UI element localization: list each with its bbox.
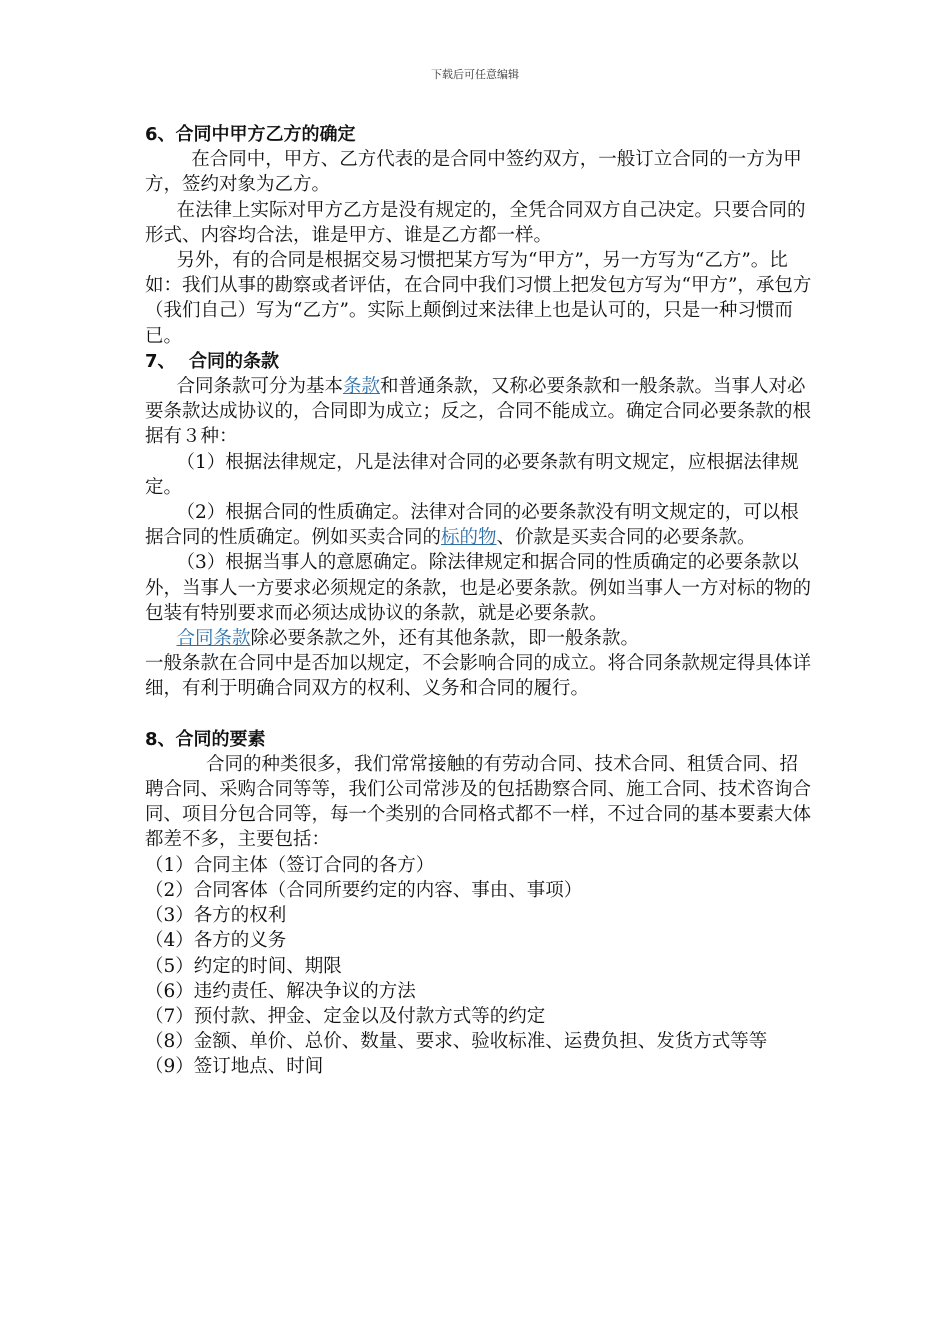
list-item: （5）约定的时间、期限 (145, 955, 342, 977)
section-7-paragraph-1 (145, 374, 815, 450)
section-6-paragraph-2: 在法律上实际对甲方乙方是没有规定的，全凭合同双方自己决定。只要合同的形式、内容均合法，谁是甲方、谁是乙方都一样。 (145, 199, 806, 246)
clause-link[interactable]: 条款 (342, 376, 380, 398)
section-7-item-2-text-a: （2）根据合同的性质确定。法律对合同的必要条款没有明文规定的，可以根据合同的性质确定。例如买卖合同的 (145, 502, 799, 549)
section-7-general-clause-line (145, 626, 815, 651)
section-spacer (145, 702, 815, 727)
list-item: （2）合同客体（合同所要约定的内容、事由、事项） (145, 879, 583, 901)
section-7-number: 7、 (145, 350, 176, 372)
page-header-note: 下载后可任意编辑 (431, 68, 519, 81)
section-6-paragraph-3: 另外，有的合同是根据交易习惯把某方写为“甲方”，另一方写为“乙方”。比如：我们从事的勘察或者评估，在合同中我们习惯上把发包方写为“甲方”，承包方（我们自己）写为“乙方”。实际上颠倒过来法律上也是认可的，只是一种习惯而已。 (145, 250, 812, 347)
contract-clause-link[interactable]: 合同条款 (176, 628, 251, 650)
section-8-element-list (145, 853, 815, 1080)
list-item: （8）金额、单价、总价、数量、要求、验收标准、运费负担、发货方式等等 (145, 1031, 768, 1053)
section-8-paragraph-1: 合同的种类很多，我们常常接触的有劳动合同、技术合同、租赁合同、招聘合同、采购合同等等，我们公司常涉及的包括勘察合同、施工合同、技术咨询合同、项目分包合同等，每一个类别的合同格式都不一样，不过合同的基本要素大体都差不多，主要包括： (145, 753, 812, 851)
section-7-closing-paragraph: 一般条款在合同中是否加以规定，不会影响合同的成立。将合同条款规定得具体详细，有利于明确合同双方的权利、义务和合同的履行。 (145, 653, 812, 700)
list-item: （7）预付款、押金、定金以及付款方式等的约定 (145, 1005, 546, 1027)
list-item: （6）违约责任、解决争议的方法 (145, 980, 416, 1002)
section-7-item-2 (145, 500, 815, 550)
section-7-p1-text-b: 和普通条款，又称必要条款和一般条款。当事人对必要条款达成协议的，合同即为成立；反之，合同不能成立。确定合同必要条款的根据有３种： (145, 376, 812, 448)
list-item: （3）各方的权利 (145, 905, 287, 927)
list-item: （4）各方的义务 (145, 930, 287, 952)
list-item: （9）签订地点、时间 (145, 1056, 324, 1078)
section-6-title: 6、合同中甲方乙方的确定 (145, 124, 356, 145)
section-6-paragraph-1: 在合同中，甲方、乙方代表的是合同中签约双方，一般订立合同的一方为甲方，签约对象为乙方。 (145, 149, 802, 196)
section-7-item-1: （1）根据法律规定，凡是法律对合同的必要条款有明文规定，应根据法律规定。 (145, 451, 799, 498)
document-body (145, 122, 815, 1080)
section-8-title: 8、合同的要素 (145, 728, 266, 750)
section-7-p1-text-a: 合同条款可分为基本 (176, 376, 343, 398)
section-7-item-2-text-b: 、价款是买卖合同的必要条款。 (496, 527, 756, 549)
section-7-general-clause-text: 除必要条款之外，还有其他条款，即一般条款。 (250, 628, 639, 650)
section-7-item-3: （3）根据当事人的意愿确定。除法律规定和据合同的性质确定的必要条款以外，当事人一方要求必须规定的条款，也是必要条款。例如当事人一方对标的物的包装有特别要求而必须达成协议的条款，就是必要条款。 (145, 552, 812, 624)
section-7-title-text: 合同的条款 (189, 350, 279, 372)
list-item: （1）合同主体（签订合同的各方） (145, 854, 435, 876)
section-7-title (145, 349, 815, 374)
subject-matter-link[interactable]: 标的物 (441, 527, 497, 549)
